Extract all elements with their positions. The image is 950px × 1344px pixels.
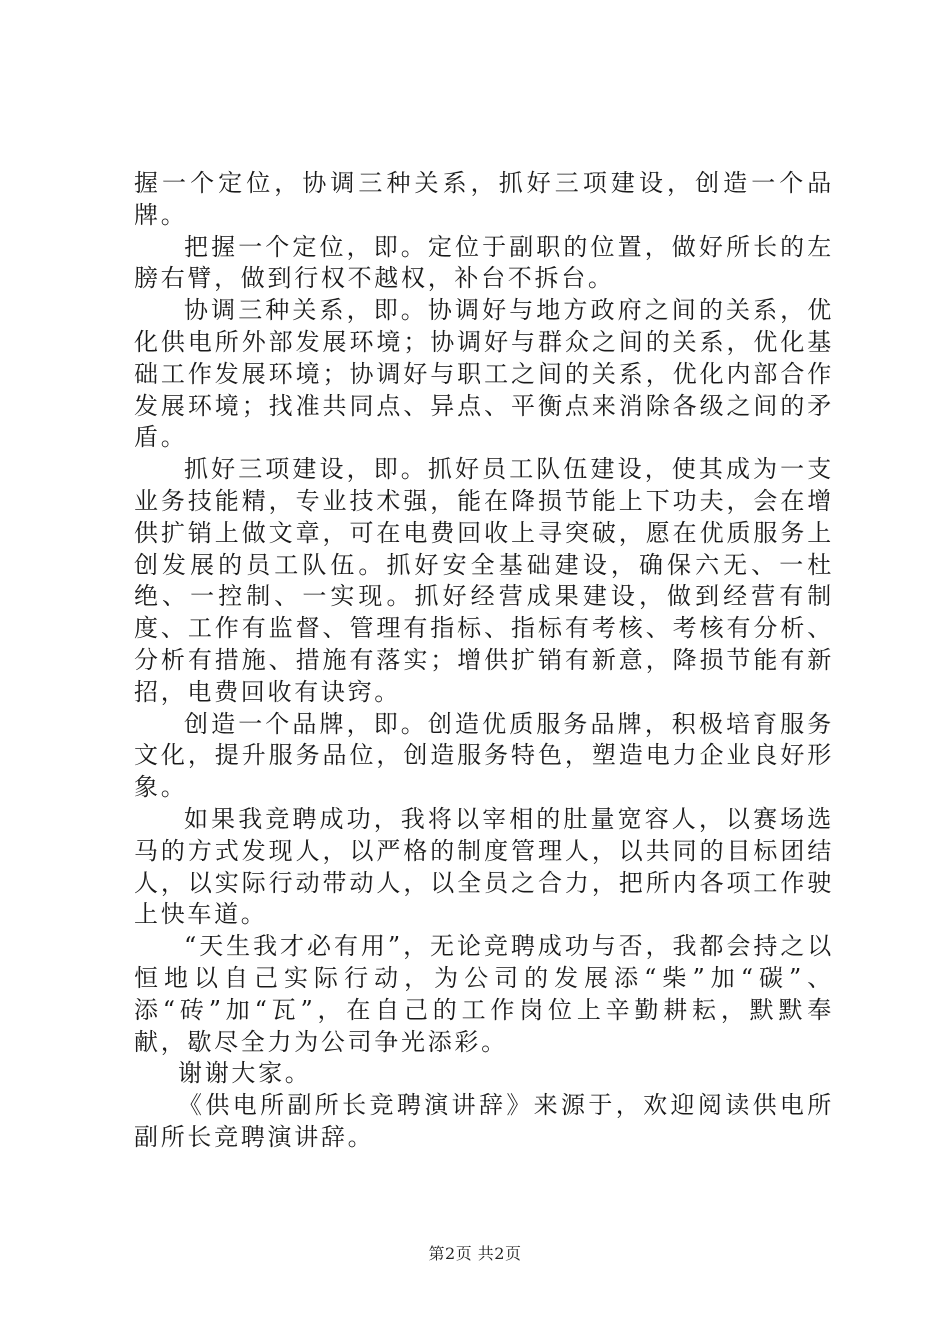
paragraph-pledge: 如果我竞聘成功，我将以宰相的肚量宽容人，以赛场选马的方式发现人，以严格的制度管理人，以共同的目标团结人，以实际行动带动人，以全员之合力，把所内各项工作驶上快车道。 xyxy=(134,804,834,929)
paragraph-thanks: 谢谢大家。 xyxy=(178,1059,312,1088)
paragraph-intro: 握一个定位，协调三种关系，抓好三项建设，创造一个品牌。 xyxy=(134,169,834,229)
paragraph-brand: 创造一个品牌，即。创造优质服务品牌，积极培育服务文化，提升服务品位，创造服务特色，塑造电力企业良好形象。 xyxy=(134,709,834,802)
paragraph-positioning: 把握一个定位，即。定位于副职的位置，做好所长的左膀右臂，做到行权不越权，补台不拆台。 xyxy=(134,232,834,293)
paragraph-source: 《供电所副所长竞聘演讲辞》来源于，欢迎阅读供电所副所长竞聘演讲辞。 xyxy=(134,1091,834,1151)
page-number-footer: 第2页 共2页 xyxy=(428,1244,522,1263)
paragraph-quote: “天生我才必有用”，无论竞聘成功与否，我都会持之以恒地以自己实际行动，为公司的发展添“柴”加“碳”、添“砖”加“瓦”，在自己的工作岗位上辛勤耕耘，默默奉献，歇尽全力为公司争光添彩。 xyxy=(134,932,834,1056)
paragraph-construction: 抓好三项建设，即。抓好员工队伍建设，使其成为一支业务技能精，专业技术强，能在降损节能上下功夫，会在增供扩销上做文章，可在电费回收上寻突破，愿在优质服务上创发展的员工队伍。抓好安全基础建设，确保六无、一杜绝、一控制、一实现。抓好经营成果建设，做到经营有制度、工作有监督、管理有指标、指标有考核、考核有分析、分析有措施、措施有落实；增供扩销有新意，降损节能有新招，电费回收有诀窍。 xyxy=(134,455,834,706)
paragraph-relations: 协调三种关系，即。协调好与地方政府之间的关系，优化供电所外部发展环境；协调好与群众之间的关系，优化基础工作发展环境；协调好与职工之间的关系，优化内部合作发展环境；找准共同点、异点、平衡点来消除各级之间的矛盾。 xyxy=(134,296,834,452)
document-body xyxy=(134,168,834,1154)
